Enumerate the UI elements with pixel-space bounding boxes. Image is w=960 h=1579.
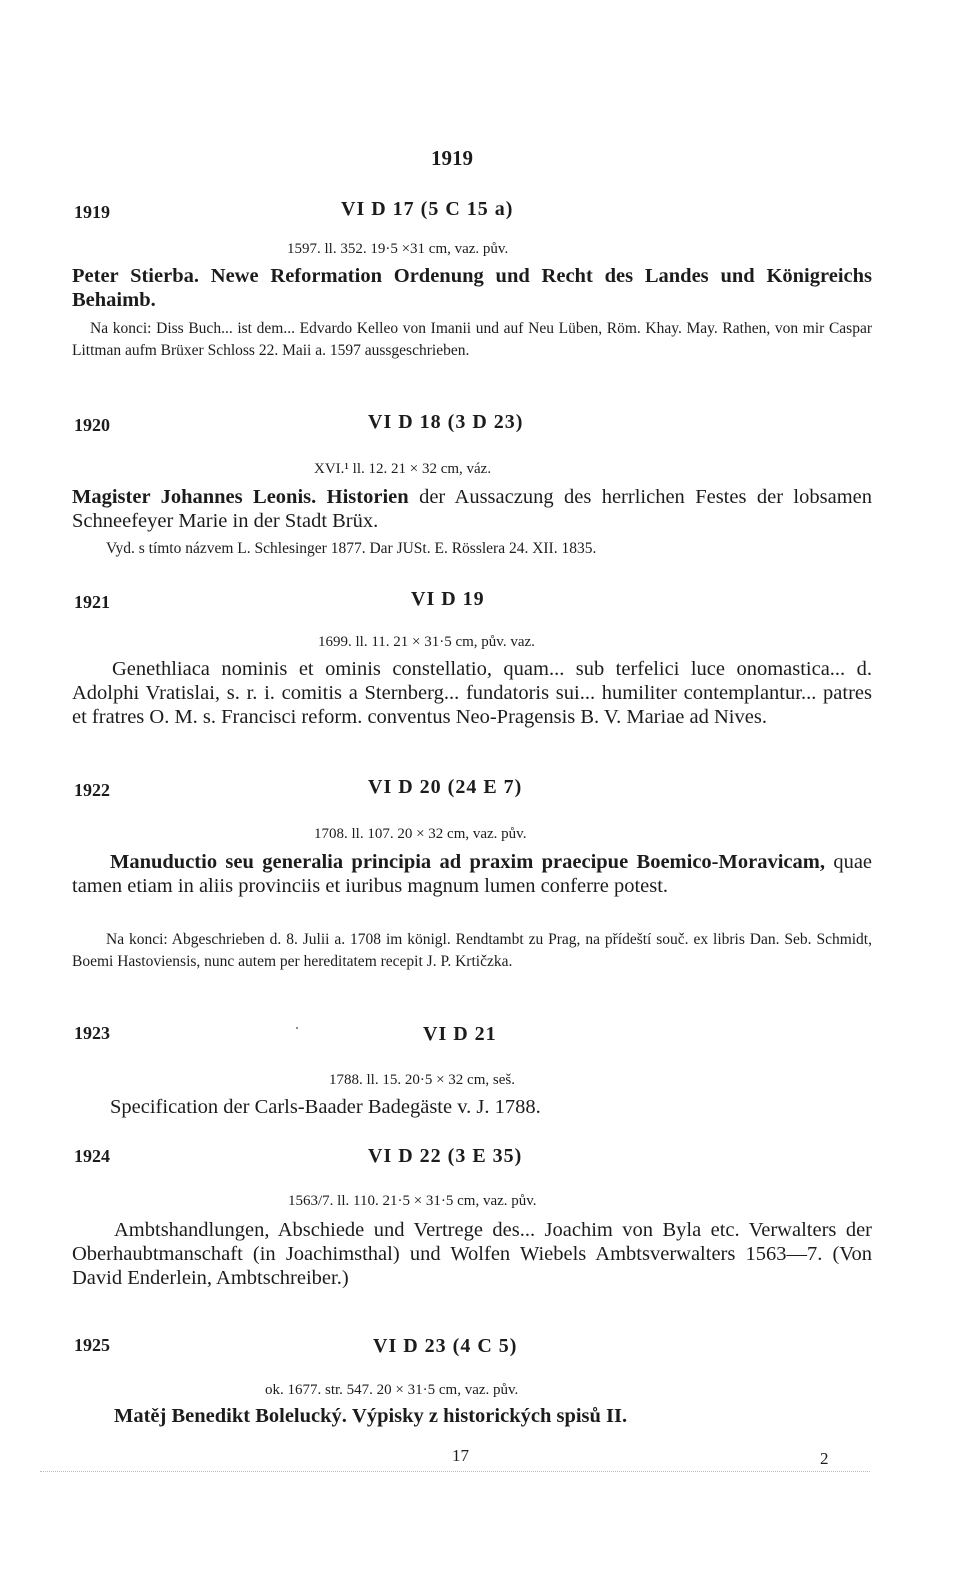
entry-title <box>72 264 872 312</box>
entry-number: 1923 <box>74 1023 110 1043</box>
title-rest: der Aussaczung des herrlichen Festes der lobsamen Schneefeyer Marie in der Stadt Brüx. <box>72 486 873 532</box>
entry-note: Na konci: Diss Buch... ist dem... Edvardo Kelleo von Imanii und auf Neu Lüben, Röm. Khay. May. Rathen, von mir Caspar Littman aufm Brüxer Schloss 22. Maii a. 1597 aussgeschrieben. <box>72 320 872 359</box>
author: Magister Johannes Leonis. <box>72 486 317 508</box>
running-head: 1919 <box>431 146 473 170</box>
physical-description: 1563/7. ll. 110. 21·5 × 31·5 cm, vaz. pův. <box>288 1193 537 1209</box>
entry-number: 1919 <box>74 202 110 222</box>
shelfmark: VI D 21 <box>423 1023 497 1045</box>
entry-number: 1922 <box>74 780 110 800</box>
entry-note: Na konci: Abgeschrieben d. 8. Julii a. 1708 im königl. Rendtambt zu Prag, na přídeští souč. ex libris Dan. Seb. Schmidt, Boemi Hastoviensis, nunc autem per hereditatem recepit J. P. Krtičzka. <box>72 931 872 970</box>
entry-title <box>72 1404 872 1428</box>
physical-description: 1708. ll. 107. 20 × 32 cm, vaz. pův. <box>314 826 527 842</box>
title-bold: Historien <box>326 486 409 508</box>
title-bold: Výpisky z historických spisů II. <box>352 1405 628 1427</box>
title-bold: Newe Reformation Ordenung und Recht des Landes und Königreichs Behaimb. <box>72 265 872 311</box>
physical-description: 1597. ll. 352. 19·5 ×31 cm, vaz. pův. <box>287 241 509 257</box>
entry-note: Vyd. s tímto názvem L. Schlesinger 1877. Dar JUSt. E. Rösslera 24. XII. 1835. <box>106 540 597 557</box>
entry-number: 1920 <box>74 415 110 435</box>
title-rest: quae tamen etiam in aliis provinciis et iuribus magnum lumen conferre potest. <box>72 851 873 897</box>
shelfmark: VI D 23 (4 C 5) <box>373 1335 518 1357</box>
entry-number: 1924 <box>74 1146 110 1166</box>
shelfmark: VI D 19 <box>411 588 485 610</box>
entry-text: Specification der Carls-Baader Badegäste v. J. 1788. <box>110 1096 541 1118</box>
physical-description: 1788. ll. 15. 20·5 × 32 cm, seš. <box>329 1072 515 1088</box>
physical-description: XVI.¹ ll. 12. 21 × 32 cm, váz. <box>314 461 492 477</box>
author: Matěj Benedikt Bolelucký. <box>114 1405 347 1427</box>
entry-title <box>72 850 872 898</box>
entry-title <box>72 485 872 533</box>
print-speck <box>296 1027 298 1029</box>
shelfmark: VI D 20 (24 E 7) <box>368 776 523 798</box>
signature-mark: 2 <box>820 1449 829 1468</box>
entry-text: Ambtshandlungen, Abschiede und Vertrege des... Joachim von Byla etc. Verwalters der Oberhaubtmanschaft (in Joachimsthal) und Wolfen Wiebels Ambtsverwalters 1563—7. (Von David Enderlein, Ambtschreiber.) <box>72 1219 872 1289</box>
shelfmark: VI D 18 (3 D 23) <box>368 411 524 433</box>
footer-rule <box>40 1471 870 1472</box>
entry-text: Genethliaca nominis et ominis constellatio, quam... sub terfelici luce onomastica... d. Adolphi Vratislai, s. r. i. comitis a Sternberg... fundatoris sui... humiliter contemplantur... patres et fratres O. M. s. Francisci reform. conventus Neo-Pragensis B. V. Mariae ad Nives. <box>72 658 872 728</box>
shelfmark: VI D 17 (5 C 15 a) <box>341 198 514 220</box>
shelfmark: VI D 22 (3 E 35) <box>368 1145 523 1167</box>
entry-number: 1921 <box>74 592 110 612</box>
physical-description: ok. 1677. str. 547. 20 × 31·5 cm, vaz. pův. <box>265 1382 519 1398</box>
author: Peter Stierba. <box>72 265 199 287</box>
entry-number: 1925 <box>74 1335 110 1355</box>
title-bold: Manuductio seu generalia principia ad praxim praecipue Boemico-Moravicam, <box>110 851 825 873</box>
page-number: 17 <box>452 1446 469 1465</box>
physical-description: 1699. ll. 11. 21 × 31·5 cm, pův. vaz. <box>318 634 535 650</box>
